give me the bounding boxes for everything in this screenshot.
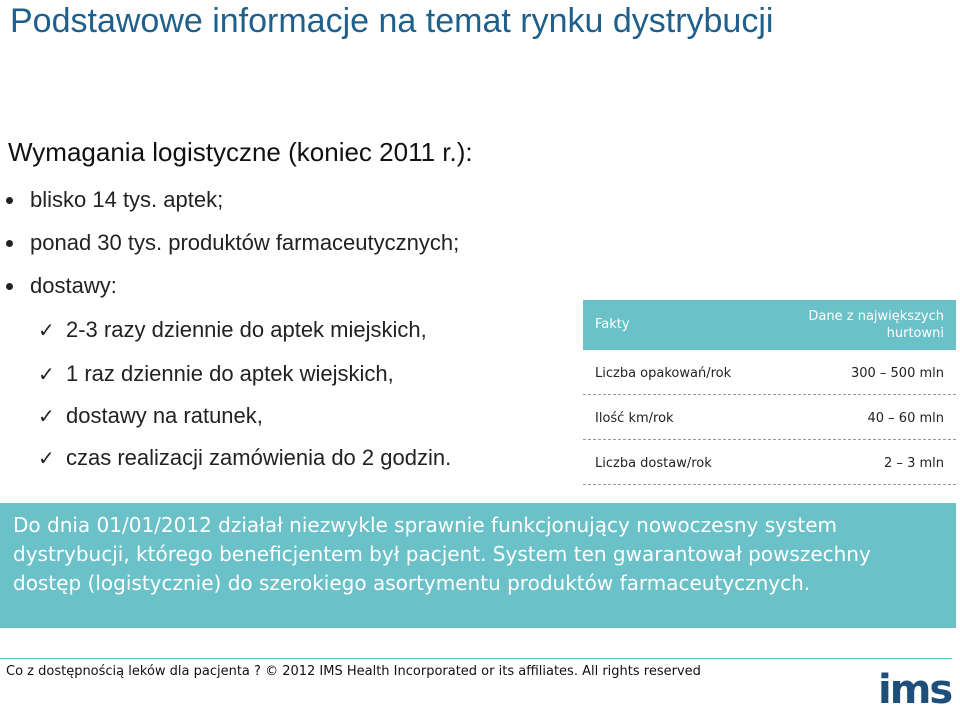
row-value: 300 – 500 mln	[850, 366, 944, 381]
header-facts: Fakty	[595, 317, 630, 332]
table-header	[583, 300, 956, 350]
header-data	[808, 308, 944, 342]
info-box-text: Do dnia 01/01/2012 działał niezwykle sprawnie funkcjonujący nowoczesny system dystrybucji, którego beneficjentem był pacjent. System ten gwarantował powszechny dostęp (logistycznie) do szerokiego asortymentu produktów farmaceutycznych.	[13, 513, 871, 595]
table-row	[583, 395, 956, 440]
row-label: Liczba opakowań/rok	[595, 366, 732, 381]
checkmark-icon: ✓	[38, 404, 55, 428]
checkmark-icon: ✓	[38, 446, 55, 470]
check-text: czas realizacji zamówienia do 2 godzin.	[66, 445, 452, 470]
header-data-line1: Dane z największych	[808, 309, 944, 324]
table-row	[583, 350, 956, 395]
bullet-text: ponad 30 tys. produktów farmaceutycznych;	[30, 230, 460, 255]
bullet-text: blisko 14 tys. aptek;	[30, 187, 224, 212]
table-row	[583, 440, 956, 485]
bullet-text: dostawy:	[30, 273, 117, 298]
footer-divider	[0, 658, 952, 659]
check-text: 1 raz dziennie do aptek wiejskich,	[66, 361, 394, 386]
bullet-dot-icon	[6, 197, 13, 204]
row-label: Liczba dostaw/rok	[595, 456, 712, 471]
slide-subtitle: Wymagania logistyczne (koniec 2011 r.):	[8, 137, 473, 167]
row-value: 2 – 3 mln	[884, 456, 944, 471]
header-data-line2: hurtowni	[886, 326, 944, 341]
check-text: 2-3 razy dziennie do aptek miejskich,	[66, 317, 427, 342]
slide-title: Podstawowe informacje na temat rynku dystrybucji	[10, 2, 774, 40]
footer-text: Co z dostępnością leków dla pacjenta ? © 2012 IMS Health Incorporated or its affiliates. All rights reserved	[6, 664, 701, 679]
bullet-dot-icon	[6, 240, 13, 247]
ims-logo: ims	[878, 667, 952, 713]
row-label: Ilość km/rok	[595, 411, 674, 426]
check-text: dostawy na ratunek,	[66, 403, 263, 428]
checkmark-icon: ✓	[38, 362, 55, 386]
row-value: 40 – 60 mln	[867, 411, 944, 426]
bullet-dot-icon	[6, 283, 13, 290]
checkmark-icon: ✓	[38, 318, 55, 342]
info-box	[0, 503, 956, 628]
